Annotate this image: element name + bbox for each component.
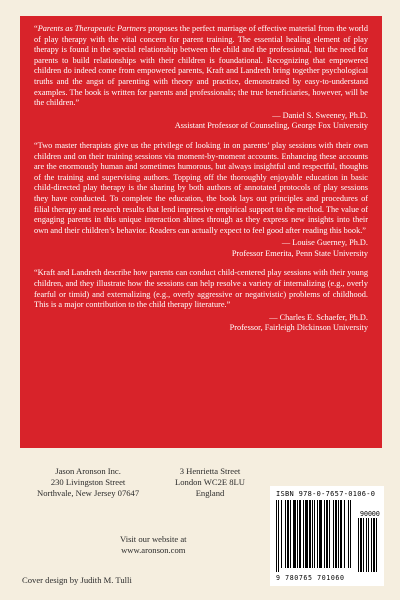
price-code: 90000 bbox=[360, 510, 380, 518]
barcode-bar bbox=[348, 500, 349, 568]
review-1-name: — Daniel S. Sweeney, Ph.D. bbox=[272, 110, 368, 120]
publisher-us-line: 230 Livingston Street bbox=[50, 477, 126, 487]
publisher-us-address bbox=[37, 466, 139, 499]
addon-bar bbox=[376, 518, 377, 572]
website-url[interactable]: www.aronson.com bbox=[121, 545, 186, 555]
barcode-bar bbox=[309, 500, 311, 568]
barcode-bar bbox=[333, 500, 334, 568]
barcode-bar bbox=[303, 500, 304, 568]
review-3-text: “Kraft and Landreth describe how parents can conduct child-centered play sessions with their young children, and they illustrate how the sessions can help resolve a variety of internalizing (e.g., overly fearful or timid) and externalizing (e.g., overly aggressive or negativistic) problems of childhood. This is a major contribution to the child therapy literature.” bbox=[34, 268, 368, 310]
publisher-uk-line: London WC2E 8LU bbox=[175, 477, 246, 487]
review-1-open-quote: “ bbox=[34, 24, 38, 33]
addon-bar bbox=[373, 518, 375, 572]
barcode-bar bbox=[340, 500, 342, 568]
review-2 bbox=[34, 141, 368, 260]
barcode-bar bbox=[278, 500, 279, 572]
barcode-bar bbox=[326, 500, 328, 568]
barcode-bar bbox=[290, 500, 291, 568]
barcode-bar bbox=[329, 500, 330, 568]
addon-bar bbox=[368, 518, 369, 572]
publisher-uk-address bbox=[175, 466, 245, 499]
barcode-bar bbox=[317, 500, 318, 568]
barcode-bar bbox=[312, 500, 313, 568]
review-panel bbox=[20, 16, 382, 448]
publisher-us-line: Jason Aronson Inc. bbox=[55, 466, 121, 476]
barcode-bar bbox=[338, 500, 339, 568]
barcode bbox=[270, 486, 384, 586]
review-2-text: “Two master therapists give us the privilege of looking in on parents’ play sessions with their own children and on their training sessions via moment-by-moment accounts. Enhancing these accounts are the enormously human and sometimes humorous, but always insightful and respectful, thoughts of the training and supervising authors. Topping off the thoroughly enjoyable education in basic child-directed play therapy is the sharing by both authors of annotated protocols of play sessions they have conducted. To complete the education, the book lays out principles and procedures of filial therapy and research results that lend impressive empirical support to the method. The value of engaging parents in this unique interaction shines through as they express new insights into their own and their children’s behavior. Readers can actually expect to feel good after reading this book.” bbox=[34, 140, 368, 235]
review-1-position: Assistant Professor of Counseling, George Fox University bbox=[174, 121, 368, 131]
barcode-bar bbox=[293, 500, 296, 568]
cover-design-credit: Cover design by Judith M. Tulli bbox=[22, 575, 132, 585]
review-1-book-title: Parents as Therapeutic Partners bbox=[37, 24, 147, 33]
website-label: Visit our website at bbox=[120, 534, 187, 544]
publisher-us-line: Northvale, New Jersey 07647 bbox=[37, 488, 140, 498]
barcode-bar bbox=[276, 500, 277, 572]
barcode-bar bbox=[344, 500, 345, 568]
isbn-label: ISBN 978-0-7657-0106-0 bbox=[276, 490, 376, 498]
addon-bar bbox=[371, 518, 372, 572]
review-3-name: — Charles E. Schaefer, Ph.D. bbox=[269, 312, 368, 322]
review-3-attribution bbox=[34, 313, 368, 334]
publisher-uk-line: England bbox=[195, 488, 225, 498]
addon-bar bbox=[358, 518, 359, 572]
review-2-attribution bbox=[34, 238, 368, 259]
barcode-bar bbox=[297, 500, 298, 568]
review-2-name: — Louise Guerney, Ph.D. bbox=[281, 238, 368, 248]
barcode-bar bbox=[350, 500, 351, 568]
review-1-body: proposes the perfect marriage of effective material from the world of play therapy with the vital concern for parent training. The essential healing element of play therapy is found in the special relationship between the child and the professional, but the need for parents to build relationships with their children is foundational. Recognizing that empowered children do indeed come from empowered parents, Kraft and Landreth bring together psychological truths and the angst of parenting with theory and practice, demonstrated by easy-to-understand examples. The book is written for parents and professionals; the true beneficiaries, however, will be the children.” bbox=[34, 24, 368, 108]
barcode-bar bbox=[314, 500, 315, 568]
review-2-position: Professor Emerita, Penn State University bbox=[231, 248, 368, 258]
review-1-text bbox=[34, 24, 368, 109]
barcode-bar bbox=[324, 500, 325, 568]
barcode-bar bbox=[281, 500, 282, 568]
barcode-bar bbox=[285, 500, 286, 568]
barcode-bar bbox=[299, 500, 301, 568]
review-3 bbox=[34, 268, 368, 334]
addon-bar bbox=[366, 518, 367, 572]
barcode-bar bbox=[335, 500, 337, 568]
barcode-bar bbox=[305, 500, 308, 568]
barcode-digits: 9 780765 701060 bbox=[276, 574, 345, 582]
review-1-attribution bbox=[34, 111, 368, 132]
publisher-uk-line: 3 Henrietta Street bbox=[179, 466, 241, 476]
barcode-bar bbox=[287, 500, 289, 568]
review-3-position: Professor, Fairleigh Dickinson University bbox=[229, 323, 368, 333]
addon-bar bbox=[360, 518, 362, 572]
addon-bar bbox=[363, 518, 364, 572]
website-info bbox=[120, 534, 187, 556]
review-1 bbox=[34, 24, 368, 132]
barcode-bar bbox=[319, 500, 322, 568]
